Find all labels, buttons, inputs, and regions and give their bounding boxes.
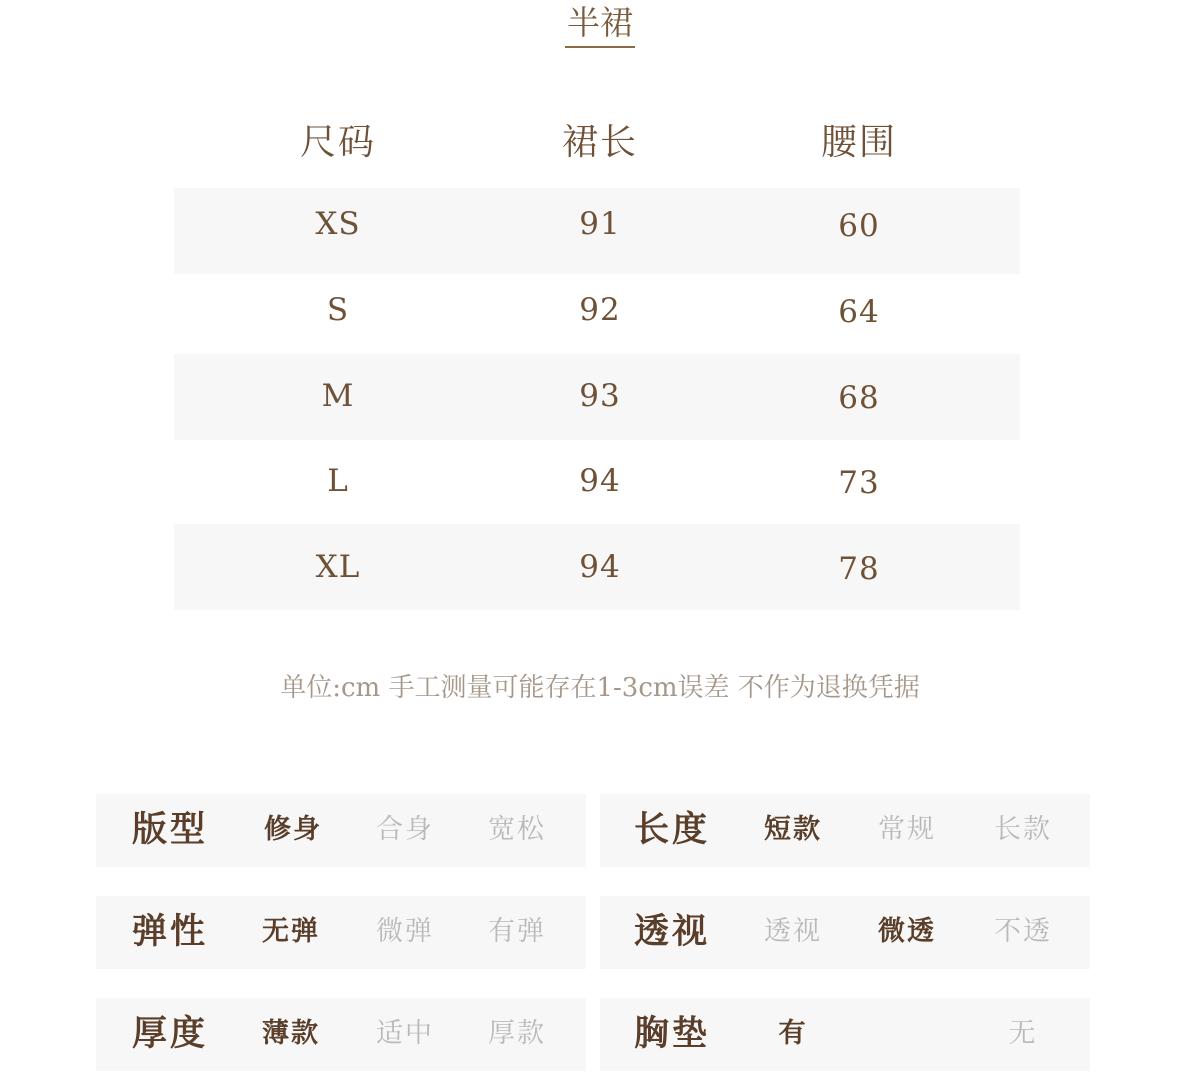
measurement-note: 单位:cm 手工测量可能存在1-3cm误差 不作为退换凭据 [280, 673, 920, 703]
attr-name: 版型 [132, 809, 209, 850]
attr-option: 长款 [994, 814, 1052, 845]
cell-skirt-length: 94 [579, 549, 621, 585]
header-skirt-length: 裙长 [561, 122, 638, 163]
attr-option: 厚款 [488, 1018, 546, 1049]
attr-option: 有弹 [488, 916, 546, 947]
cell-size: M [321, 378, 355, 414]
attr-transparency [600, 896, 1090, 969]
attr-name: 弹性 [132, 911, 209, 952]
attr-option: 适中 [376, 1018, 434, 1049]
attr-thickness [96, 998, 586, 1071]
page-title [0, 0, 1200, 48]
cell-size: XL [315, 549, 361, 585]
attr-option: 微透 [878, 916, 936, 947]
attr-name: 透视 [634, 911, 711, 952]
cell-skirt-length: 91 [579, 206, 621, 242]
attr-option [862, 1014, 952, 1054]
cell-waist: 78 [838, 551, 880, 587]
cell-size: L [327, 463, 349, 499]
attr-chest-pad [600, 998, 1090, 1071]
attr-name: 长度 [634, 809, 711, 850]
attr-name: 胸垫 [634, 1013, 711, 1054]
attr-option: 不透 [994, 916, 1052, 947]
attr-option: 薄款 [262, 1018, 320, 1049]
header-size: 尺码 [299, 122, 376, 163]
attr-option: 无 [1008, 1018, 1038, 1049]
attr-option: 常规 [878, 814, 936, 845]
cell-waist: 60 [838, 208, 880, 244]
cell-size: XS [315, 206, 361, 242]
attr-option: 微弹 [376, 916, 434, 947]
cell-waist: 64 [838, 294, 880, 330]
attr-option: 短款 [764, 814, 822, 845]
attr-option: 修身 [264, 814, 322, 845]
attr-option: 透视 [764, 916, 822, 947]
attr-option: 有 [778, 1018, 808, 1049]
attr-option: 无弹 [262, 916, 320, 947]
cell-waist: 73 [838, 465, 880, 501]
attr-option: 合身 [376, 814, 434, 845]
attr-length [600, 794, 1090, 867]
attr-option: 宽松 [488, 814, 546, 845]
cell-skirt-length: 94 [579, 463, 621, 499]
cell-waist: 68 [838, 380, 880, 416]
cell-skirt-length: 93 [579, 378, 621, 414]
attr-name: 厚度 [132, 1013, 209, 1054]
attr-fit [96, 794, 586, 867]
title-text: 半裙 [565, 0, 635, 48]
cell-skirt-length: 92 [579, 292, 621, 328]
attr-elasticity [96, 896, 586, 969]
header-waist: 腰围 [820, 122, 897, 163]
cell-size: S [326, 292, 350, 328]
